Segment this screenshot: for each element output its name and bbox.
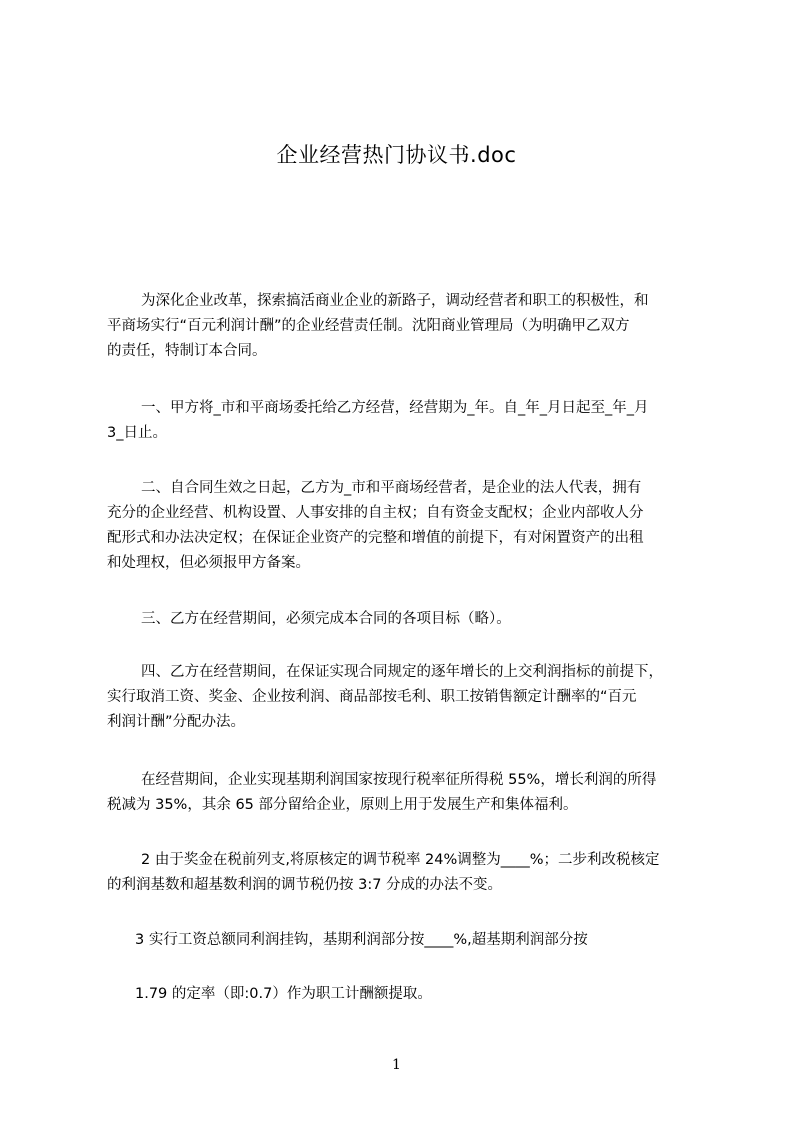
paragraph-line: 平商场实行“百元利润计酬”的企业经营责任制。沈阳商业管理局（为明确甲乙双方 <box>107 318 630 334</box>
paragraph-line: 利润计酬”分配办法。 <box>107 714 246 730</box>
paragraph-line: 3_日止。 <box>107 425 167 441</box>
paragraph-line: 充分的企业经营、机构设置、人事安排的自主权；自有资金支配权；企业内部收人分 <box>107 505 644 521</box>
paragraph-intro <box>107 289 707 364</box>
paragraph-item-rate <box>107 982 707 1007</box>
paragraph-line: 三、乙方在经营期间，必须完成本合同的各项目标（略）。 <box>141 611 511 627</box>
paragraph-article-2 <box>107 476 707 576</box>
paragraph-line: 配形式和办法决定权；在保证企业资产的完整和增值的前提下，有对闲置资产的出租 <box>107 530 644 546</box>
paragraph-line: 和处理权，但必须报甲方备案。 <box>107 555 310 571</box>
paragraph-line: 实行取消工资、奖金、企业按利润、商品部按毛利、职工按销售额定计酬率的“百元 <box>107 689 637 705</box>
paragraph-tax <box>107 768 707 818</box>
paragraph-line: 为深化企业改革，探索搞活商业企业的新路子，调动经营者和职工的积极性，和 <box>141 293 649 309</box>
paragraph-article-1 <box>107 396 707 446</box>
document-title: 企业经营热门协议书.doc <box>276 143 517 167</box>
paragraph-line: 在经营期间，企业实现基期利润国家按现行税率征所得税 55%，增长利润的所得 <box>141 772 657 788</box>
paragraph-line: 税减为 35%，其余 65 部分留给企业，原则上用于发展生产和集体福利。 <box>107 797 578 813</box>
paragraph-article-3 <box>107 607 707 632</box>
page-number: 1 <box>392 1057 401 1073</box>
paragraph-line: 2 由于奖金在税前列支,将原核定的调节税率 24%调整为____%；二步利改税核定 <box>141 852 660 868</box>
paragraph-article-4 <box>107 660 707 735</box>
paragraph-line: 二、自合同生效之日起，乙方为_市和平商场经营者，是企业的法人代表，拥有 <box>141 480 642 496</box>
paragraph-line: 的责任，特制订本合同。 <box>107 343 267 359</box>
paragraph-line: 3 实行工资总额同利润挂钩，基期利润部分按____%,超基期利润部分按 <box>135 932 588 948</box>
paragraph-item-3 <box>107 928 707 953</box>
paragraph-line: 四、乙方在经营期间，在保证实现合同规定的逐年增长的上交利润指标的前提下， <box>141 664 663 680</box>
paragraph-line: 一、甲方将_市和平商场委托给乙方经营，经营期为_年。自_年_月日起至_年_月 <box>141 400 649 416</box>
paragraph-line: 1.79 的定率（即:0.7）作为职工计酬额提取。 <box>135 986 432 1002</box>
paragraph-line: 的利润基数和超基数利润的调节税仍按 3:7 分成的办法不变。 <box>107 877 503 893</box>
paragraph-item-2 <box>107 848 707 898</box>
